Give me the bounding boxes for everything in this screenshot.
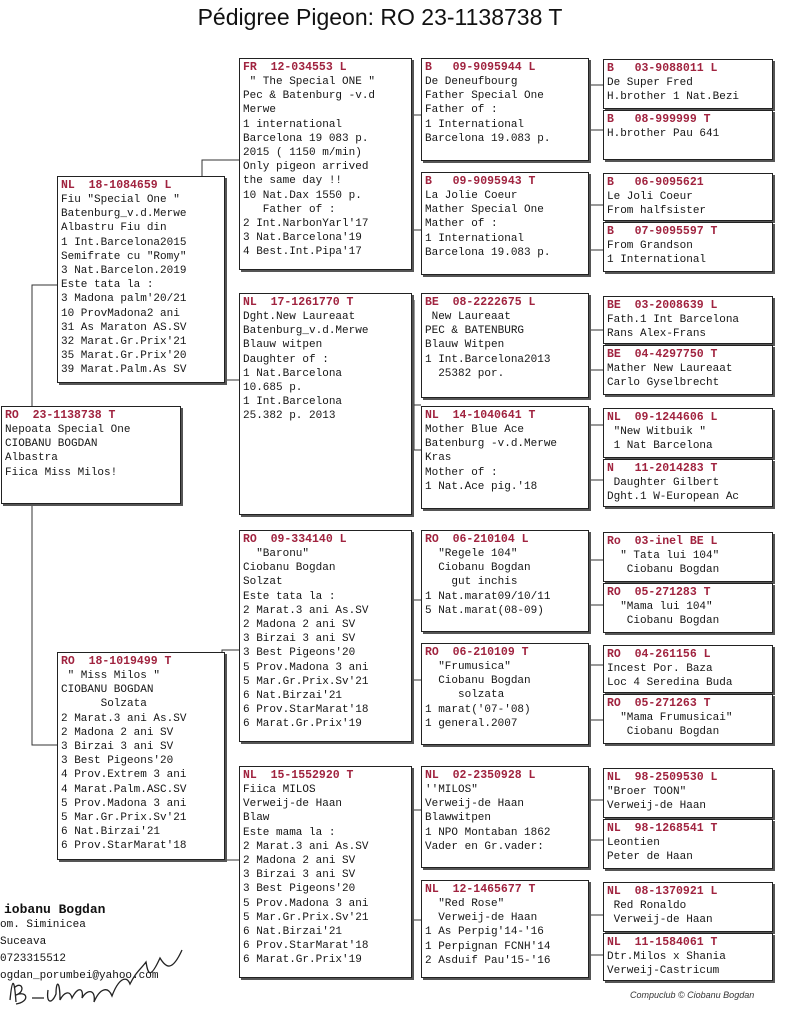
card-line: Batenburg -v.d.Merwe (425, 438, 558, 451)
card-line: 25382 por. (425, 367, 505, 380)
card-line: Peter de Haan (607, 851, 693, 864)
card-line: 1 Nat.Barcelona (243, 367, 343, 380)
card-line: Le Joli Coeur (607, 191, 693, 203)
ring-number: RO 23-1138738 T (5, 409, 116, 422)
pedigree-card-root[interactable] (1, 406, 181, 504)
card-line: 6 Marat.Gr.Prix'19 (243, 718, 362, 731)
pedigree-card-gen4-10[interactable] (603, 583, 773, 633)
pedigree-card-gen3-6[interactable] (421, 643, 589, 745)
pedigree-card-gen4-6[interactable] (603, 345, 773, 395)
pedigree-card-gen4-9[interactable] (603, 532, 773, 582)
card-line: 10 ProvMadona2 ani (61, 307, 180, 320)
card-line: Barcelona 19 083 p. (243, 132, 369, 145)
card-line: 10 Nat.Dax 1550 p. (243, 189, 362, 202)
pedigree-card-grandsire-1[interactable] (239, 58, 412, 270)
owner-address: om. Siminicea (0, 919, 86, 931)
root-lines (2, 423, 180, 480)
pedigree-card-gen3-5[interactable] (421, 530, 589, 632)
owner-name: iobanu Bogdan (4, 902, 106, 917)
card-line: "New Witbuik " (607, 426, 707, 438)
card-line: Mather of : (425, 218, 498, 231)
ring-number: NL 18-1084659 L (61, 179, 172, 192)
ring-number: NL 98-2509530 L (607, 771, 718, 784)
card-line: "Broer TOON" (607, 786, 687, 798)
card-line: Fiica Miss Milos! (5, 466, 118, 479)
card-line: Mather New Laureaat (607, 363, 733, 375)
card-line: 25.382 p. 2013 (243, 410, 336, 423)
card-line: Fiu "Special One " (61, 194, 180, 206)
card-line: 2 Asduif Pau'15-'16 (425, 954, 551, 967)
card-line: solzata (425, 689, 505, 702)
card-line: Father Special One (425, 90, 544, 103)
card-line: Mother Blue Ace (425, 424, 525, 436)
card-line: 5 Prov.Madona 3 ani (61, 797, 187, 810)
pedigree-card-gen3-2[interactable] (421, 172, 589, 275)
pedigree-card-gen4-15[interactable] (603, 882, 773, 932)
ring-number: NL 98-1268541 T (607, 822, 718, 835)
card-line: 2015 ( 1150 m/min) (243, 147, 362, 160)
pedigree-card-sire[interactable] (57, 176, 225, 383)
card-line: CIOBANU BOGDAN (5, 438, 98, 451)
owner-email: ogdan_porumbei@yahoo.com (0, 970, 159, 982)
card-line: 1 Nat.Ace pig.'18 (425, 480, 538, 493)
card-line: Daughter Gilbert (607, 477, 720, 489)
card-line: " Miss Milos " (61, 670, 161, 682)
card-line: 31 As Maraton AS.SV (61, 321, 187, 334)
ring-number: FR 12-034553 L (243, 61, 347, 74)
card-line: Batenburg_v.d.Merwe (61, 208, 187, 221)
card-line: Blawwitpen (425, 812, 492, 825)
ring-number: Ro 03-inel BE L (607, 535, 718, 548)
card-line: Incest Por. Baza (607, 663, 713, 675)
card-line: Blauw witpen (243, 339, 323, 352)
card-line: Barcelona 19.083 p. (425, 132, 551, 145)
card-line: Father of : (243, 203, 336, 216)
card-line: Este mama la : (243, 826, 336, 839)
card-line: 2 Marat.3 ani As.SV (61, 712, 187, 725)
card-line: 1 Int.Barcelona2013 (425, 353, 551, 366)
card-line: Kras (425, 452, 452, 465)
card-line: Loc 4 Seredina Buda (607, 677, 733, 690)
card-line: 3 Best Pigeons'20 (243, 647, 356, 660)
card-line: 5 Prov.Madona 3 ani (243, 661, 369, 674)
card-line: Leontien (607, 837, 660, 849)
card-line: 6 Prov.StarMarat'18 (243, 704, 369, 717)
card-line: 2 Int.NarbonYarl'17 (243, 218, 369, 231)
card-line: New Laureaat (425, 311, 511, 323)
ring-number: NL 08-1370921 L (607, 885, 718, 898)
card-line: 5 Prov.Madona 3 ani (243, 897, 369, 910)
card-line: From Grandson (607, 240, 693, 252)
card-line: 1 International (425, 232, 525, 245)
pedigree-card-gen4-2[interactable] (603, 110, 773, 160)
card-line: 5 Mar.Gr.Prix.Sv'21 (243, 911, 369, 924)
ring-number: NL 02-2350928 L (425, 769, 536, 782)
card-line: 6 Nat.Birzai'21 (243, 690, 343, 703)
pedigree-card-gen4-14[interactable] (603, 819, 773, 869)
card-line: 3 Birzai 3 ani SV (243, 869, 356, 882)
pedigree-card-gen4-5[interactable] (603, 296, 773, 344)
card-line: Dtr.Milos x Shania (607, 951, 726, 963)
card-line: 3 Best Pigeons'20 (243, 883, 356, 896)
pedigree-card-gen4-3[interactable] (603, 173, 773, 221)
pedigree-card-gen4-8[interactable] (603, 459, 773, 507)
card-line: Verweij-de Haan (607, 914, 713, 927)
pedigree-card-gen3-3[interactable] (421, 293, 589, 398)
card-line: the same day !! (243, 175, 343, 188)
card-line: 2 Madona 2 ani SV (61, 726, 174, 739)
card-line: Mather Special One (425, 204, 544, 217)
card-line: Dght.New Laureaat (243, 311, 356, 323)
card-line: " Tata lui 104" (607, 550, 720, 562)
card-line: La Jolie Coeur (425, 190, 518, 202)
card-line: De Super Fred (607, 77, 693, 89)
card-line: 1 As Perpig'14-'16 (425, 926, 544, 939)
card-line: Ciobanu Bogdan (243, 562, 336, 575)
card-line: Nepoata Special One (5, 424, 131, 436)
card-line: 1 Int.Barcelona (243, 396, 343, 409)
card-line: " The Special ONE " (243, 76, 376, 88)
card-line: 39 Marat.Palm.As SV (61, 364, 187, 377)
pedigree-card-dam[interactable] (57, 652, 225, 860)
card-line: 2 Marat.3 ani As.SV (243, 840, 369, 853)
card-line: "Mama Frumusicai" (607, 712, 733, 724)
owner-phone: 0723315512 (0, 953, 67, 965)
card-line: Fiica MILOS (243, 784, 316, 796)
owner-city: Suceava (0, 936, 47, 948)
card-line: Only pigeon arrived (243, 161, 369, 174)
ring-number: RO 05-271263 T (607, 697, 711, 710)
ring-number: NL 14-1040641 T (425, 409, 536, 422)
pedigree-card-gen4-7[interactable] (603, 408, 773, 458)
pedigree-card-gen3-7[interactable] (421, 766, 589, 868)
ring-number: B 08-999999 T (607, 113, 711, 126)
card-line: Este tata la : (61, 279, 154, 292)
card-line: 32 Marat.Gr.Prix'21 (61, 336, 187, 349)
card-line: Daughter of : (243, 353, 329, 366)
pedigree-card-gen4-4[interactable] (603, 222, 773, 272)
ring-number: RO 06-210109 T (425, 646, 529, 659)
card-line: 1 general.2007 (425, 717, 518, 730)
card-line: Ciobanu Bogdan (425, 675, 531, 688)
card-line: 4 Marat.Palm.ASC.SV (61, 783, 187, 796)
card-line: 3 Nat.Barcelona'19 (243, 232, 362, 245)
card-line: 1 NPO Montaban 1862 (425, 826, 551, 839)
card-line: Barcelona 19.083 p. (425, 246, 551, 259)
card-line: 10.685 p. (243, 382, 303, 395)
card-line: 3 Birzai 3 ani SV (61, 741, 174, 754)
card-line: 3 Birzai 3 ani SV (243, 633, 356, 646)
page-title: Pédigree Pigeon: RO 23-1138738 T (197, 4, 563, 30)
card-line: "Regele 104" (425, 548, 518, 560)
card-line: Ciobanu Bogdan (607, 615, 720, 628)
ring-number: NL 17-1261770 T (243, 296, 354, 309)
ring-number: NL 11-1584061 T (607, 936, 718, 949)
card-line: PEC & BATENBURG (425, 325, 525, 338)
pedigree-card-gen4-12[interactable] (603, 694, 773, 744)
card-line: 1 marat('07-'08) (425, 703, 531, 716)
ring-number: BE 08-2222675 L (425, 296, 536, 309)
card-line: 4 Prov.Extrem 3 ani (61, 769, 187, 782)
pedigree-card-gen3-1[interactable] (421, 58, 589, 161)
card-line: 2 Madona 2 ani SV (243, 855, 356, 868)
pedigree-card-gen4-13[interactable] (603, 768, 773, 818)
card-line: ''MILOS" (425, 784, 478, 796)
card-line: Ciobanu Bogdan (425, 562, 531, 575)
card-line: "Red Rose" (425, 898, 505, 910)
card-line: Semifrate cu "Romy" (61, 250, 187, 263)
card-line: 1 international (243, 118, 343, 131)
card-line: Verweij-de Haan (607, 800, 707, 813)
card-line: Rans Alex-Frans (607, 328, 707, 341)
card-line: Verweij-de Haan (425, 912, 538, 925)
ring-number: B 07-9095597 T (607, 225, 718, 238)
card-line: 35 Marat.Gr.Prix'20 (61, 350, 187, 363)
card-line: Batenburg_v.d.Merwe (243, 325, 369, 338)
pedigree-card-granddam-1[interactable] (239, 293, 412, 515)
card-line: Blaw (243, 812, 270, 825)
card-line: Verweij-de Haan (243, 798, 343, 811)
card-line: gut inchis (425, 576, 518, 589)
card-line: 5 Mar.Gr.Prix.Sv'21 (243, 675, 369, 688)
card-line: Solzata (61, 698, 147, 711)
pedigree-card-gen3-8[interactable] (421, 880, 589, 978)
card-line: 1 Nat Barcelona (607, 440, 713, 453)
card-line: 6 Prov.StarMarat'18 (61, 840, 187, 853)
ring-number: B 09-9095943 T (425, 175, 536, 188)
card-line: Verweij-Castricum (607, 965, 720, 978)
card-line: "Mama lui 104" (607, 601, 713, 613)
handwritten-signature (0, 940, 230, 1030)
ring-number: NL 09-1244606 L (607, 411, 718, 424)
card-line: Father of : (425, 104, 498, 117)
ring-number: RO 09-334140 L (243, 533, 347, 546)
card-line: 1 Nat.marat09/10/11 (425, 590, 551, 603)
card-line: 6 Nat.Birzai'21 (61, 826, 161, 839)
card-line: 6 Marat.Gr.Prix'19 (243, 954, 362, 967)
ring-number: B 06-9095621 (607, 176, 704, 189)
card-line: Carlo Gyselbrecht (607, 377, 720, 390)
card-line: 4 Best.Int.Pipa'17 (243, 246, 362, 259)
pedigree-card-gen4-1[interactable] (603, 59, 773, 109)
card-line: H.brother 1 Nat.Bezi (607, 91, 740, 104)
card-line: 6 Prov.StarMarat'18 (243, 940, 369, 953)
ring-number: BE 04-4297750 T (607, 348, 718, 361)
ring-number: RO 04-261156 L (607, 648, 711, 661)
ring-number: RO 06-210104 L (425, 533, 529, 546)
ring-number: B 09-9095944 L (425, 61, 536, 74)
card-line: 2 Madona 2 ani SV (243, 619, 356, 632)
ring-number: N 11-2014283 T (607, 462, 718, 475)
card-line: De Deneufbourg (425, 76, 518, 88)
footer-credit: Compuclub © Ciobanu Bogdan (630, 990, 755, 1000)
card-line: Red Ronaldo (607, 900, 687, 912)
card-line: 1 International (425, 118, 525, 131)
card-line: 3 Madona palm'20/21 (61, 293, 187, 306)
card-line: Albastru Fiu din (61, 222, 167, 235)
pedigree-card-gen4-16[interactable] (603, 933, 773, 981)
ring-number: BE 03-2008639 L (607, 299, 718, 312)
card-line: "Baronu" (243, 548, 310, 560)
card-line: 3 Nat.Barcelon.2019 (61, 265, 187, 278)
card-line: 2 Marat.3 ani As.SV (243, 604, 369, 617)
card-line: 3 Best Pigeons'20 (61, 755, 174, 768)
pedigree-card-gen3-4[interactable] (421, 406, 589, 509)
card-line: CIOBANU BOGDAN (61, 684, 154, 697)
card-line: Blauw Witpen (425, 339, 505, 352)
ring-number: B 03-9088011 L (607, 62, 718, 75)
card-line: Albastra (5, 452, 58, 465)
card-line: Vader en Gr.vader: (425, 840, 544, 853)
pedigree-card-granddam-2[interactable] (239, 766, 412, 978)
card-line: Este tata la : (243, 590, 336, 603)
card-line: Solzat (243, 576, 283, 589)
card-line: 6 Nat.Birzai'21 (243, 926, 343, 939)
card-line: From halfsister (607, 205, 707, 218)
card-line: Verweij-de Haan (425, 798, 525, 811)
pedigree-card-grandsire-2[interactable] (239, 530, 412, 742)
ring-number: RO 18-1019499 T (61, 655, 172, 668)
pedigree-card-gen4-11[interactable] (603, 645, 773, 693)
ring-number: NL 15-1552920 T (243, 769, 354, 782)
card-line: Merwe (243, 104, 277, 117)
card-line: Dght.1 W-European Ac (607, 491, 740, 504)
card-line: 1 Int.Barcelona2015 (61, 236, 187, 249)
card-line: 5 Mar.Gr.Prix.Sv'21 (61, 812, 187, 825)
card-line: "Frumusica" (425, 661, 511, 673)
ring-number: NL 12-1465677 T (425, 883, 536, 896)
card-line: Pec & Batenburg -v.d (243, 90, 376, 103)
card-line: H.brother Pau 641 (607, 128, 720, 140)
card-line: Fath.1 Int Barcelona (607, 314, 740, 326)
card-line: 1 International (607, 254, 707, 267)
ring-number: RO 05-271283 T (607, 586, 711, 599)
card-line: Mother of : (425, 466, 498, 479)
card-line: Ciobanu Bogdan (607, 726, 720, 739)
card-line: Ciobanu Bogdan (607, 564, 720, 577)
card-line: 1 Perpignan FCNH'14 (425, 940, 551, 953)
card-line: 5 Nat.marat(08-09) (425, 604, 544, 617)
